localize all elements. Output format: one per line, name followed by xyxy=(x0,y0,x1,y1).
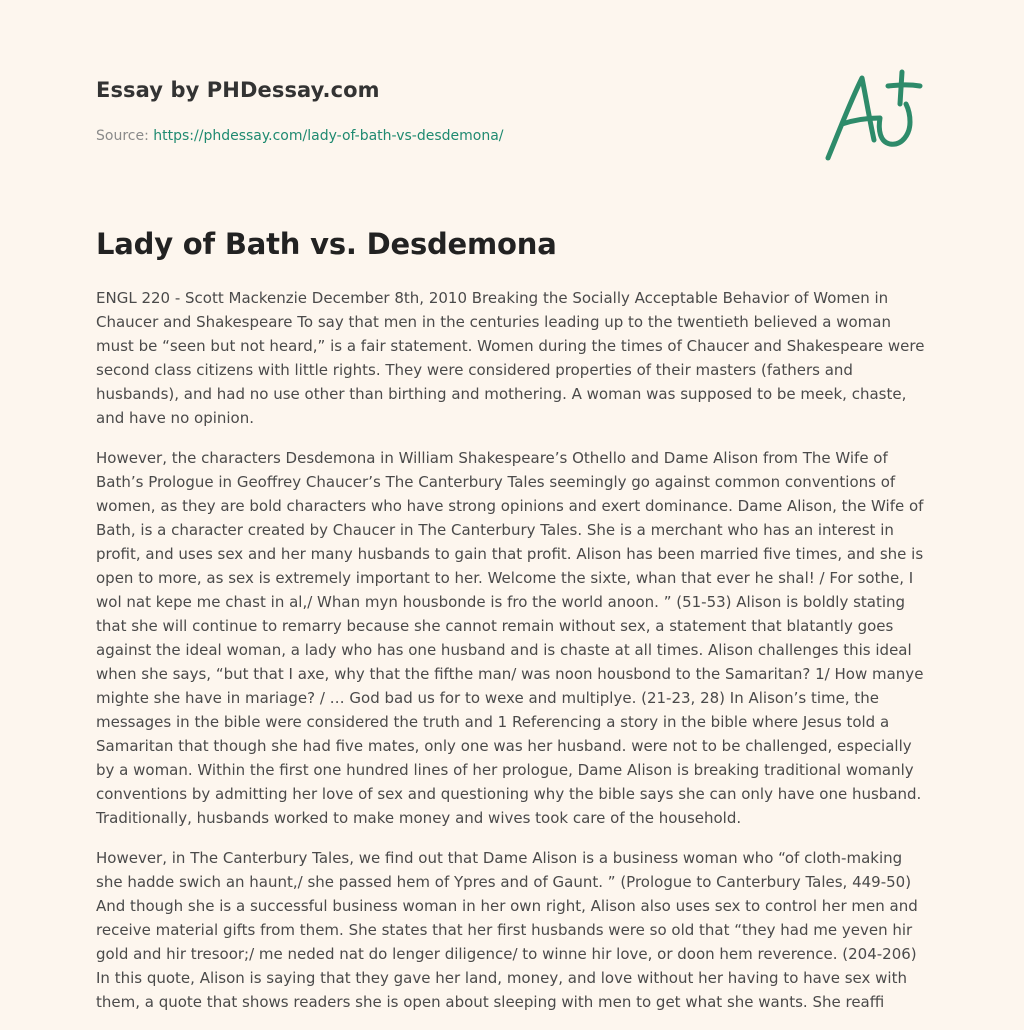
source-line xyxy=(96,126,796,146)
essay-header xyxy=(96,76,796,146)
article-paragraph: However, the characters Desdemona in William Shakespeare’s Othello and Dame Alison from The Wife of Bath’s Prologue in Geoffrey Chaucer’s The Canterbury Tales seemingly go against common conventions of women, as they are bold characters who have strong opinions and exert dominance. Dame Alison, the Wife of Bath, is a character created by Chaucer in The Canterbury Tales. She is a merchant who has an interest in profit, and uses sex and her many husbands to gain that profit. Alison has been married five times, and she is open to more, as sex is extremely important to her. Welcome the sixte, whan that ever he shal! / For sothe, I wol nat kepe me chast in al,/ Whan myn housbonde is fro the world anoon. ” (51-53) Alison is boldly stating that she will continue to remarry because she cannot remain without sex, a statement that blatantly goes against the ideal woman, a lady who has one husband and is chaste at all times. Alison challenges this ideal when she says, “but that I axe, why that the fifthe man/ was noon housbond to the Samaritan? 1/ How manye mighte she have in mariage? / … God bad us for to wexe and multiplye. (21-23, 28) In Alison’s time, the messages in the bible were considered the truth and 1 Referencing a story in the bible where Jesus told a Samaritan that though she had five mates, only one was her husband. were not to be challenged, especially by a woman. Within the first one hundred lines of her prologue, Dame Alison is breaking traditional womanly conventions by admitting her love of sex and questioning why the bible says she can only have one husband. Traditionally, husbands worked to make money and wives took care of the household. xyxy=(96,449,924,827)
a-plus-logo-icon xyxy=(818,64,930,168)
article-paragraph: ENGL 220 - Scott Mackenzie December 8th, 2010 Breaking the Socially Acceptable Behavior of Women in Chaucer and Shakespeare To say that men in the centuries leading up to the twentieth believed a woman must be “seen but not heard,” is a fair statement. Women during the times of Chaucer and Shakespeare were second class citizens with little rights. They were considered properties of their masters (fathers and husbands), and had no use other than birthing and mothering. A woman was supposed to be meek, chaste, and have no opinion. xyxy=(96,289,925,427)
site-brand: Essay by PHDessay.com xyxy=(96,78,380,102)
source-label: Source: xyxy=(96,128,149,144)
article-body xyxy=(96,286,930,1030)
source-link[interactable]: https://phdessay.com/lady-of-bath-vs-desdemona/ xyxy=(153,128,504,144)
article-paragraph: However, in The Canterbury Tales, we find out that Dame Alison is a business woman who “of cloth-making she hadde swich an haunt,/ she passed hem of Ypres and of Gaunt. ” (Prologue to Canterbury Tales, 449-50) And though she is a successful business woman in her own right, Alison also uses sex to control her men and receive material gifts from them. She states that her first husbands were so old that “they had me yeven hir gold and hir tresoor;/ me neded nat do lenger diligence/ to winne hir love, or doon hem reverence. (204-206) In this quote, Alison is saying that they gave her land, money, and love without her having to have sex with them, a quote that shows readers she is open about sleeping with men to get what she wants. She reaffi xyxy=(96,849,918,1011)
article-title: Lady of Bath vs. Desdemona xyxy=(96,227,557,261)
